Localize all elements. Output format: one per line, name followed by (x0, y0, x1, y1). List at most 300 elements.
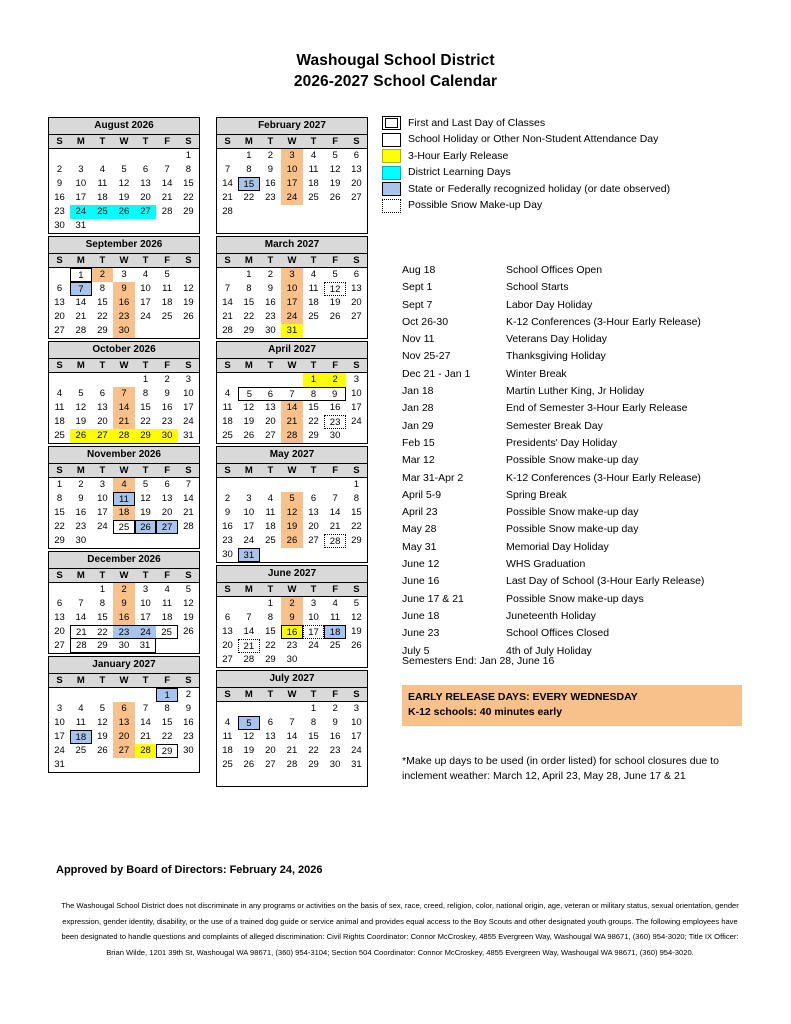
day-cell: 30 (113, 324, 135, 338)
weekday-header: S (49, 135, 71, 149)
day-cell-wrap (156, 583, 178, 598)
week-row (49, 177, 200, 191)
day-cell-wrap (70, 478, 92, 493)
day-cell: 7 (164, 164, 170, 175)
key-date-row (402, 627, 762, 644)
day-cell: 15 (265, 626, 276, 637)
day-cell-wrap (92, 191, 114, 205)
day-cell-wrap (260, 716, 282, 730)
day-cell: 26 (70, 429, 92, 443)
weekday-header: W (281, 359, 303, 373)
day-cell: 24 (97, 521, 108, 532)
day-cell-wrap (178, 387, 200, 401)
empty-day-cell (113, 373, 135, 388)
day-cell: 15 (243, 297, 255, 308)
day-cell-wrap (92, 282, 114, 296)
day-cell-wrap (303, 730, 325, 744)
day-cell-wrap (156, 296, 178, 310)
day-cell: 25 (222, 430, 233, 441)
day-cell-wrap (178, 492, 200, 506)
weekday-header: W (281, 688, 303, 702)
day-cell: 16 (54, 192, 65, 203)
weekday-header: S (178, 254, 200, 268)
empty-day-cell (238, 373, 260, 388)
day-cell: 11 (97, 178, 108, 189)
weekday-header: S (217, 464, 239, 478)
day-cell: 15 (308, 731, 319, 742)
key-date-when: Oct 26-30 (402, 315, 449, 328)
weekday-header: T (135, 569, 157, 583)
key-date-row (402, 385, 762, 402)
day-cell: 8 (99, 598, 106, 609)
day-cell-wrap (178, 177, 200, 191)
empty-day-cell (92, 534, 114, 549)
day-cell-wrap (346, 177, 368, 191)
day-cell: 28 (70, 639, 92, 653)
day-cell-wrap (113, 429, 135, 444)
day-cell: 6 (56, 283, 63, 294)
key-date-row (402, 299, 762, 316)
day-cell-wrap (260, 415, 282, 429)
day-cell: 22 (243, 311, 255, 322)
key-date-description: K-12 Conferences (3-Hour Early Release) (506, 315, 701, 328)
early-release-swatch (382, 149, 401, 163)
weekday-header: F (156, 464, 178, 478)
day-cell: 21 (238, 639, 260, 653)
day-cell-wrap (238, 415, 260, 429)
day-cell: 16 (265, 297, 276, 308)
week-row (49, 219, 200, 234)
month-title: August 2026 (48, 117, 200, 134)
week-row (49, 506, 200, 520)
legend-row (382, 198, 782, 215)
day-cell: 4 (310, 150, 317, 161)
day-cell-wrap (238, 730, 260, 744)
day-cell: 11 (162, 598, 173, 609)
day-cell-wrap (92, 429, 114, 444)
day-cell-wrap (178, 205, 200, 219)
day-cell-wrap (238, 520, 260, 534)
day-cell-wrap (281, 415, 303, 429)
day-cell: 17 (351, 731, 362, 742)
day-cell-wrap (113, 478, 135, 493)
weekday-header: F (324, 254, 346, 268)
empty-day-cell (92, 373, 114, 388)
day-cell-wrap (49, 625, 71, 639)
empty-day-cell (217, 772, 239, 787)
empty-day-cell (281, 219, 303, 234)
month-calendar (48, 446, 200, 549)
day-cell-wrap (260, 324, 282, 339)
week-row (49, 534, 200, 549)
day-cell-wrap (217, 506, 239, 520)
day-cell-wrap (238, 492, 260, 506)
week-row (49, 296, 200, 310)
weekday-header: S (217, 583, 239, 597)
month-title: February 2027 (216, 117, 368, 134)
day-cell-wrap (113, 625, 135, 639)
day-cell-wrap (156, 506, 178, 520)
day-cell: 20 (54, 311, 65, 322)
day-cell-wrap (303, 149, 325, 164)
day-cell-wrap (303, 625, 325, 639)
day-cell: 4 (142, 269, 149, 280)
key-date-row (402, 437, 762, 454)
day-cell-wrap (281, 639, 303, 653)
day-cell: 7 (224, 164, 231, 175)
day-cell-wrap (260, 611, 282, 625)
day-cell-wrap (156, 415, 178, 429)
weekday-header: M (238, 583, 260, 597)
day-cell: 18 (161, 612, 173, 623)
day-cell-wrap (135, 268, 157, 283)
week-row (217, 625, 368, 639)
week-row (49, 282, 200, 296)
day-cell: 20 (113, 730, 135, 744)
day-cell-wrap (303, 758, 325, 772)
day-cell: 12 (351, 612, 362, 623)
empty-day-cell (303, 548, 325, 563)
weekday-header: M (238, 254, 260, 268)
weekday-header: T (303, 135, 325, 149)
empty-day-cell (260, 478, 282, 493)
day-cell-wrap (113, 597, 135, 611)
weekday-header: T (92, 569, 114, 583)
empty-day-cell (324, 324, 346, 339)
key-date-when: Mar 31-Apr 2 (402, 471, 464, 484)
weekday-header: T (135, 464, 157, 478)
weekday-header: S (178, 464, 200, 478)
weekday-header: T (260, 464, 282, 478)
day-cell: 3 (281, 149, 303, 163)
week-row (217, 268, 368, 283)
week-row (217, 702, 368, 717)
weekday-header: S (178, 135, 200, 149)
day-cell-wrap (238, 758, 260, 772)
day-cell: 1 (246, 269, 252, 280)
day-cell: 11 (162, 283, 173, 294)
day-cell: 12 (281, 506, 303, 520)
day-cell: 21 (113, 415, 135, 429)
day-cell: 24 (140, 311, 151, 322)
day-cell: 9 (324, 387, 346, 401)
day-cell-wrap (70, 191, 92, 205)
day-cell-wrap (178, 401, 200, 415)
day-cell: 3 (310, 598, 317, 609)
day-cell-wrap (113, 611, 135, 625)
day-cell: 16 (113, 611, 135, 625)
day-cell-wrap (178, 478, 200, 493)
day-cell: 5 (353, 598, 360, 609)
day-cell: 20 (351, 297, 362, 308)
day-cell-wrap (156, 310, 178, 324)
day-cell: 15 (97, 297, 108, 308)
day-cell: 10 (281, 163, 303, 177)
empty-day-cell (92, 758, 114, 773)
day-cell: 25 (265, 535, 276, 546)
day-cell-wrap (281, 597, 303, 612)
day-cell: 31 (135, 639, 157, 653)
day-cell: 31 (54, 759, 65, 770)
day-cell: 26 (97, 745, 108, 756)
day-cell: 25 (222, 759, 233, 770)
day-cell-wrap (238, 163, 260, 177)
day-cell-wrap (303, 534, 325, 548)
weekday-header: T (92, 674, 114, 688)
week-row (217, 772, 368, 787)
day-cell-wrap (281, 716, 303, 730)
key-date-description: Semester Break Day (506, 419, 603, 432)
key-date-when: Feb 15 (402, 436, 435, 449)
weekday-header: F (156, 569, 178, 583)
day-cell: 23 (329, 745, 341, 756)
day-cell: 29 (156, 744, 178, 758)
empty-day-cell (70, 373, 92, 388)
day-cell-wrap (260, 506, 282, 520)
legend-row (382, 165, 782, 182)
day-cell-wrap (260, 163, 282, 177)
day-cell-wrap (303, 429, 325, 444)
empty-day-cell (346, 429, 368, 444)
empty-day-cell (49, 268, 71, 283)
day-cell: 5 (164, 269, 170, 280)
day-cell: 2 (281, 597, 303, 611)
day-cell: 14 (161, 178, 173, 189)
day-cell: 19 (329, 297, 341, 308)
day-cell: 28 (243, 654, 255, 665)
day-cell: 31 (183, 430, 194, 441)
day-cell-wrap (281, 282, 303, 296)
day-cell-wrap (324, 520, 346, 534)
day-cell: 5 (238, 716, 260, 730)
day-cell-wrap (303, 373, 325, 388)
day-cell: 27 (135, 205, 157, 219)
day-cell-wrap (281, 625, 303, 639)
day-cell-wrap (70, 429, 92, 444)
day-cell-wrap (324, 730, 346, 744)
day-cell-wrap (346, 492, 368, 506)
empty-day-cell (346, 219, 368, 234)
day-cell: 26 (113, 205, 135, 219)
month-calendar (216, 670, 368, 787)
weekday-header: S (178, 359, 200, 373)
day-cell: 12 (243, 731, 255, 742)
day-cell: 6 (353, 150, 360, 161)
weekday-header: F (156, 254, 178, 268)
day-cell-wrap (113, 282, 135, 296)
day-cell: 17 (183, 402, 194, 413)
day-cell: 13 (113, 716, 135, 730)
day-cell: 9 (113, 597, 135, 611)
weekday-header: M (238, 464, 260, 478)
empty-day-cell (324, 772, 346, 787)
empty-day-cell (156, 534, 178, 549)
legend-row (382, 132, 782, 149)
day-cell: 29 (92, 639, 114, 653)
day-cell-wrap (135, 205, 157, 219)
calendar-year: 2026-2027 School Calendar (293, 73, 498, 90)
day-cell-wrap (92, 597, 114, 611)
day-cell: 20 (308, 521, 319, 532)
day-cell: 11 (308, 164, 319, 175)
key-date-row (402, 368, 762, 385)
weekday-header: T (92, 464, 114, 478)
key-date-description: Possible Snow make-up day (506, 523, 639, 536)
week-row (217, 310, 368, 324)
weekday-header: T (260, 583, 282, 597)
day-cell: 14 (113, 401, 135, 415)
day-cell-wrap (217, 758, 239, 772)
day-cell: 23 (113, 310, 135, 324)
weekday-header: W (113, 359, 135, 373)
weekday-header: S (346, 359, 368, 373)
key-date-when: Jan 18 (402, 385, 434, 398)
day-cell-wrap (217, 716, 239, 730)
day-cell-wrap (92, 177, 114, 191)
empty-day-cell (156, 758, 178, 773)
empty-day-cell (156, 219, 178, 234)
weekday-header: F (156, 135, 178, 149)
day-cell: 12 (140, 493, 151, 504)
day-cell: 18 (97, 192, 108, 203)
day-cell: 20 (222, 640, 233, 651)
day-cell: 30 (183, 745, 194, 756)
day-cell: 8 (164, 703, 170, 714)
legend-label: Possible Snow Make-up Day (408, 199, 543, 212)
day-cell-wrap (156, 268, 178, 283)
empty-day-cell (156, 324, 178, 339)
day-cell-wrap (178, 282, 200, 296)
day-cell: 15 (97, 612, 108, 623)
weekday-header: S (49, 359, 71, 373)
nondiscrimination-disclaimer: The Washougal School District does not discriminate in any programs or activities on the basis of sex, race, creed, religion, color, national origin, age, veteran or military status, sexual orientation, gender expression, gender identity, disability, or the use of a trained dog guide or service animal and provides equal access to the Boy Scouts and other designated youth groups. The following employees have been designated to handle questions and complaints of alleged discrimination: Civil Rights Coordinator: Connor McCroskey, 4855 Evergreen Way, Washougal WA 98671, (360) 954-3020; Title IX Officer: Brian Wilde, 1201 39th St, Washougal WA 98671, (360) 954-3104; Section 504 Coordinator: Connor McCroskey, 4855 Evergreen Way, Washougal WA 98671, (360) 954-3020. (61, 901, 739, 957)
day-cell-wrap (260, 492, 282, 506)
key-date-row (402, 506, 762, 523)
day-cell-wrap (217, 611, 239, 625)
key-date-row (402, 402, 762, 419)
day-cell-wrap (113, 310, 135, 324)
day-cell-wrap (324, 639, 346, 653)
weekday-header: M (238, 688, 260, 702)
day-cell-wrap (238, 296, 260, 310)
month-column-left (48, 117, 200, 775)
day-cell: 2 (185, 689, 192, 700)
empty-day-cell (346, 653, 368, 668)
day-cell: 10 (351, 717, 362, 728)
day-cell-wrap (324, 177, 346, 191)
week-row (49, 702, 200, 716)
day-cell-wrap (92, 611, 114, 625)
day-cell: 1 (142, 374, 149, 385)
day-cell-wrap (49, 639, 71, 654)
day-cell: 2 (267, 150, 274, 161)
week-row (217, 520, 368, 534)
month-calendar (48, 656, 200, 773)
week-row (217, 506, 368, 520)
key-date-description: WHS Graduation (506, 558, 586, 571)
day-cell-wrap (303, 282, 325, 296)
weekday-header: F (324, 464, 346, 478)
day-cell: 31 (75, 220, 87, 231)
weekday-header: S (346, 583, 368, 597)
day-cell-wrap (70, 282, 92, 296)
week-row (217, 373, 368, 388)
weekday-header: W (113, 674, 135, 688)
day-cell-wrap (113, 744, 135, 758)
weekday-header: M (70, 464, 92, 478)
empty-day-cell (178, 268, 200, 283)
day-cell-wrap (49, 219, 71, 234)
empty-day-cell (70, 758, 92, 773)
day-cell-wrap (217, 163, 239, 177)
day-cell: 15 (140, 402, 151, 413)
day-cell: 20 (265, 416, 276, 427)
day-cell: 8 (246, 164, 252, 175)
day-cell: 27 (54, 325, 65, 336)
day-cell-wrap (49, 205, 71, 219)
day-cell-wrap (135, 163, 157, 177)
day-cell: 13 (222, 626, 233, 637)
day-cell-wrap (70, 205, 92, 219)
key-date-row (402, 523, 762, 540)
day-cell-wrap (92, 205, 114, 219)
legend-row (382, 115, 782, 132)
day-cell: 29 (97, 325, 108, 336)
day-cell: 5 (332, 150, 338, 161)
day-cell-wrap (92, 506, 114, 520)
empty-day-cell (324, 205, 346, 219)
day-cell-wrap (49, 520, 71, 534)
day-cell-wrap (324, 149, 346, 164)
day-cell: 28 (135, 744, 157, 758)
day-cell: 29 (183, 206, 194, 217)
empty-day-cell (113, 688, 135, 703)
day-cell: 24 (351, 416, 362, 427)
day-cell-wrap (217, 296, 239, 310)
day-cell: 1 (353, 479, 360, 490)
day-cell: 2 (113, 583, 135, 597)
day-cell: 27 (113, 744, 135, 758)
day-cell: 5 (281, 492, 303, 506)
day-cell-wrap (92, 310, 114, 324)
day-cell: 23 (265, 192, 276, 203)
weekday-header: W (113, 135, 135, 149)
day-cell: 23 (324, 415, 346, 429)
weekday-header: M (70, 135, 92, 149)
week-row (49, 310, 200, 324)
day-cell: 7 (113, 387, 135, 401)
weekday-header: W (281, 464, 303, 478)
day-cell: 28 (222, 325, 233, 336)
day-cell-wrap (49, 702, 71, 716)
empty-day-cell (303, 205, 325, 219)
day-cell-wrap (178, 716, 200, 730)
day-cell-wrap (156, 625, 178, 639)
key-date-when: Mar 12 (402, 454, 435, 467)
day-cell-wrap (346, 387, 368, 401)
day-cell-wrap (156, 401, 178, 415)
day-cell-wrap (70, 730, 92, 744)
day-cell-wrap (217, 744, 239, 758)
weekday-header: W (113, 464, 135, 478)
empty-day-cell (135, 324, 157, 339)
day-cell-wrap (113, 387, 135, 401)
day-cell-wrap (303, 611, 325, 625)
day-cell: 19 (281, 520, 303, 534)
day-cell-wrap (70, 310, 92, 324)
day-cell: 18 (113, 506, 135, 520)
legend-label: 3-Hour Early Release (408, 149, 509, 162)
